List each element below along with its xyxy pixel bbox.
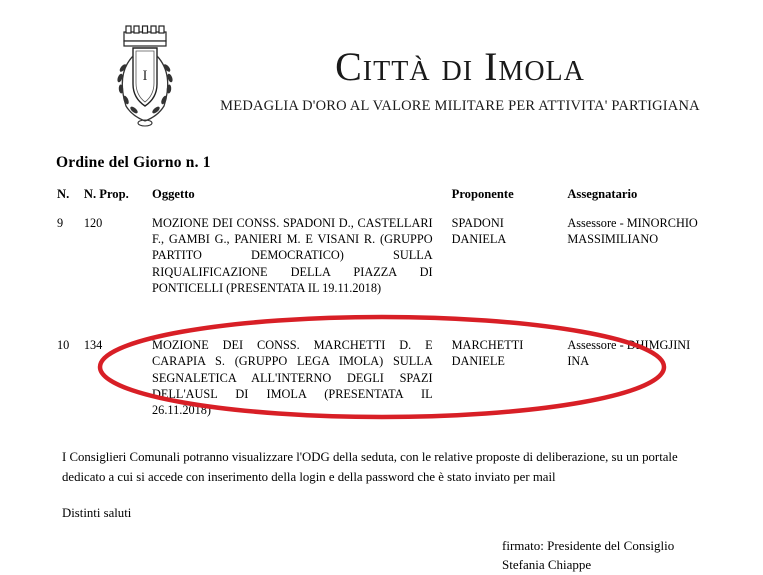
city-subtitle: MEDAGLIA D'ORO AL VALORE MILITARE PER ATTIVITA' PARTIGIANA bbox=[220, 98, 700, 114]
cell-n: 10 bbox=[57, 338, 70, 353]
table-row-spacer bbox=[56, 302, 711, 336]
svg-text:I: I bbox=[142, 68, 148, 84]
cell-proponente: MARCHETTI DANIELE bbox=[451, 338, 524, 369]
document-header bbox=[0, 0, 763, 136]
column-header-n-prop: N. Prop. bbox=[83, 187, 129, 201]
cell-assegnatario: Assessore - DHIMGJINI INA bbox=[567, 338, 691, 369]
table-row bbox=[56, 336, 711, 424]
document-body bbox=[0, 154, 763, 575]
regards-text: Distinti saluti bbox=[62, 505, 132, 520]
signature-name: Stefania Chiappe bbox=[502, 556, 592, 572]
city-coat-of-arms-icon bbox=[106, 22, 184, 132]
cell-n-prop: 120 bbox=[83, 216, 103, 230]
cell-oggetto: MOZIONE DEI CONSS. MARCHETTI D. E CARAPIA S. (GRUPPO LEGA IMOLA) SULLA SEGNALETICA ALL'INTERNO DEGLI SPAZI DELL'AUSL DI IMOLA (PRESENTATA IL 26.11.2018) bbox=[152, 338, 433, 417]
agenda-table bbox=[56, 186, 711, 424]
column-header-assegnatario: Assegnatario bbox=[567, 187, 638, 201]
header-title-block bbox=[200, 46, 720, 115]
cell-oggetto: MOZIONE DEI CONSS. SPADONI D., CASTELLARI F., GAMBI G., PANIERI M. E VISANI R. (GRUPPO PARTITO DEMOCRATICO) SULLA RIQUALIFICAZIONE DELLA PIAZZA DI PONTICELLI (PRESENTATA IL 19.11.2018) bbox=[152, 216, 433, 295]
portal-note: I Consiglieri Comunali potranno visualizzare l'ODG della seduta, con le relative proposte di deliberazione, su un portale dedicato a cui si accede con inserimento della login e della password che è stato inviato per mail bbox=[62, 450, 678, 485]
cell-n-prop: 134 bbox=[83, 338, 103, 353]
city-title: Città di Imola bbox=[335, 44, 585, 89]
table-header-row bbox=[56, 186, 711, 214]
column-header-oggetto: Oggetto bbox=[152, 187, 195, 201]
column-header-proponente: Proponente bbox=[451, 187, 514, 201]
table-row bbox=[56, 214, 711, 302]
column-header-n: N. bbox=[57, 187, 70, 201]
signature-role: firmato: Presidente del Consiglio bbox=[502, 537, 675, 553]
cell-proponente: SPADONI DANIELA bbox=[451, 216, 507, 247]
cell-assegnatario: Assessore - MINORCHIO MASSIMILIANO bbox=[567, 216, 698, 247]
page-title: Ordine del Giorno n. 1 bbox=[56, 154, 211, 171]
signature-block bbox=[502, 537, 707, 575]
cell-n: 9 bbox=[57, 216, 64, 230]
